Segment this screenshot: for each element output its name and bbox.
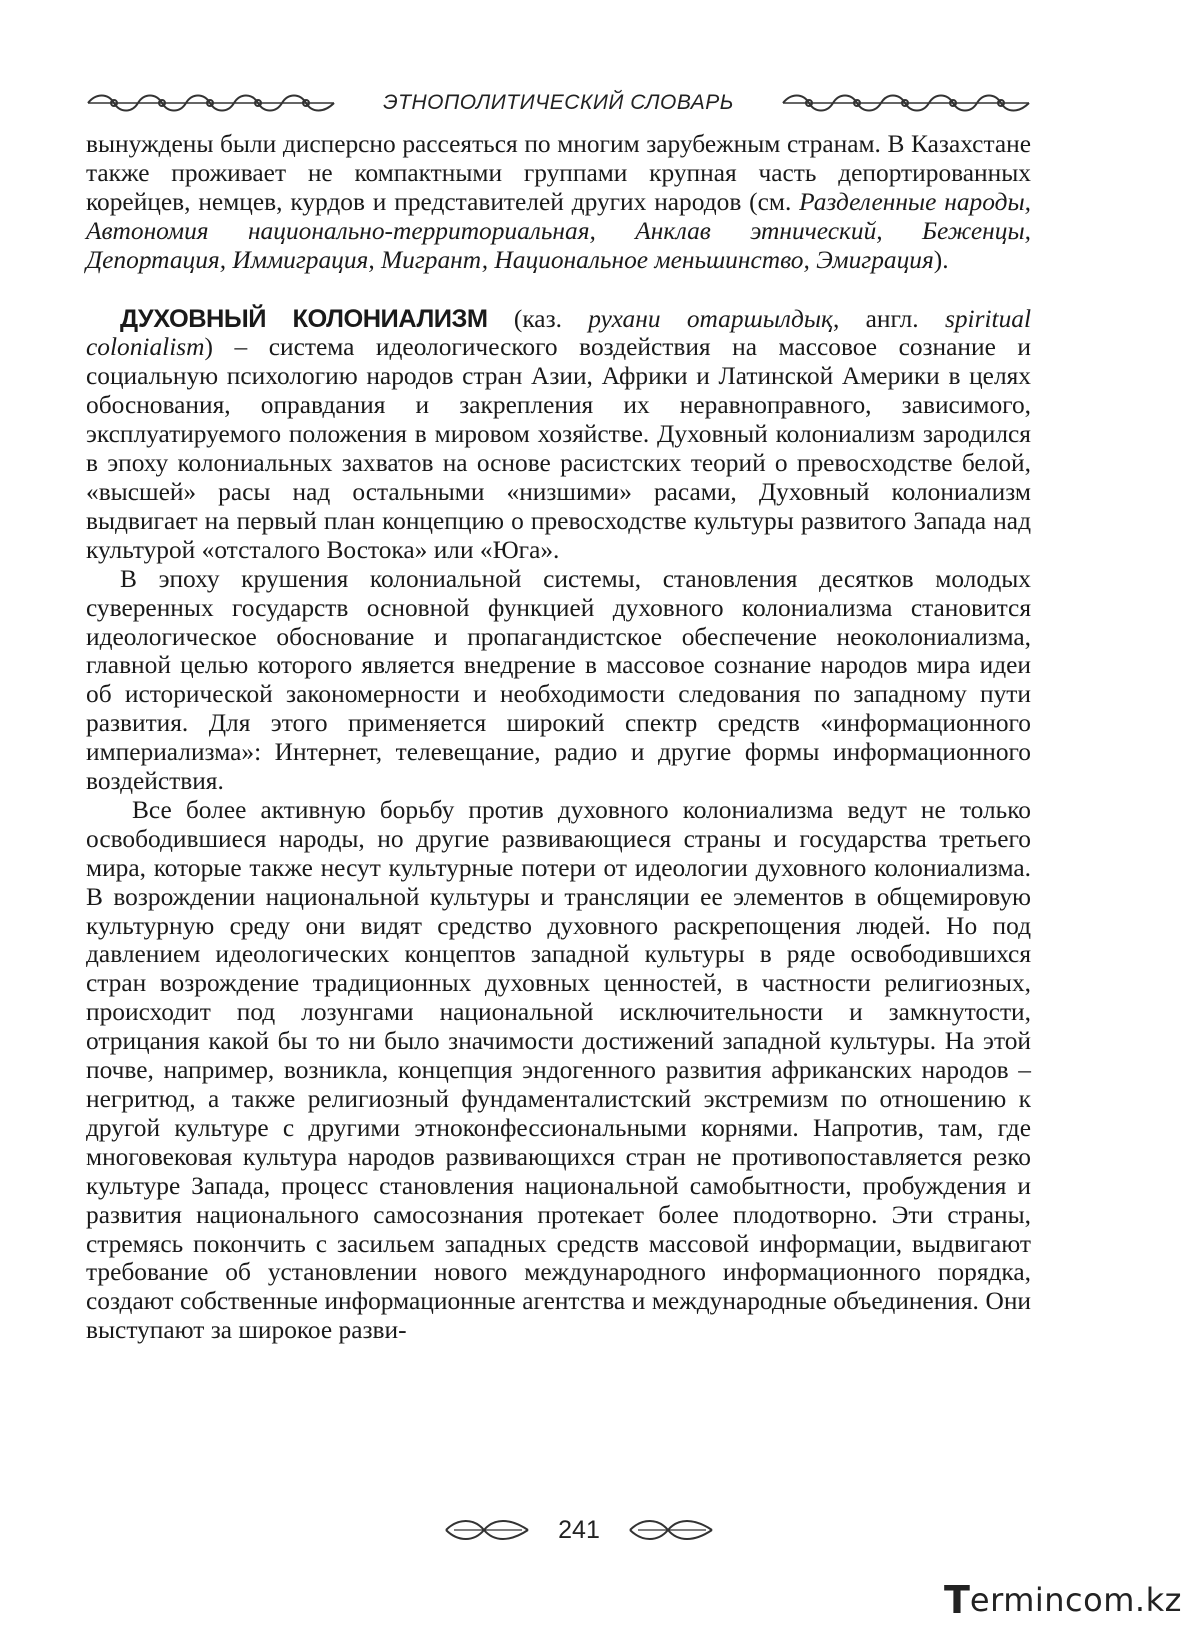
paragraph-continuation (86, 130, 1031, 275)
watermark-initial: T (944, 1578, 970, 1622)
running-header (86, 88, 1031, 118)
paragraph: В эпоху крушения колониальной системы, становления десятков молодых суверенных государств основной функцией духовного колониализма становится идеологическое обоснование и пропагандистское обеспечение неоколониализма, главной целью которого является внедрение в массовое сознание народов мира идеи об исторической закономерности и необходимости следования по западному пути развития. Для этого применяется широкий спектр средств «информационного империализма»: Интернет, телевещание, радио и другие формы информационного воздействия. (86, 564, 1031, 796)
kaz-prefix: (каз. (487, 304, 589, 333)
ornament-border-icon (781, 91, 1031, 115)
entry-definition: ) – система идеологического воздействия на массовое сознание и социальную психологию народов стран Азии, Африки и Латинской Америки в целях обоснования, оправдания и закрепления их неравноправного, зависимого, эксплуатируемого положения в мировом хозяйстве. Духовный колониализм зародился в эпоху колониальных захватов на основе расистских теорий о превосходстве белой, «высшей» расы над остальными «низшими» расами, Духовный колониализм выдвигает на первый план концепцию о превосходстве культуры развитого Запада над культурой «отсталого Востока» или «Юга». (86, 333, 1031, 564)
entry-paragraph (86, 305, 1031, 565)
paragraph-tail: ). (933, 245, 949, 274)
ornament-border-icon (86, 91, 336, 115)
swirl-ornament-icon (628, 1517, 714, 1543)
kazakh-term: рухани отаршылдық (588, 304, 833, 333)
cross-references: Разделенные народы, Автономия национально-территориальная, Анклав этнический, Беженцы, Депортация, Иммиграция, Мигрант, Национальное меньшинство, Эмиграция (86, 187, 1031, 274)
eng-prefix: , англ. (832, 304, 945, 333)
swirl-ornament-icon (444, 1517, 530, 1543)
watermark-text: ermincom.kz (969, 1581, 1182, 1619)
site-watermark (944, 1578, 1182, 1622)
article-body (86, 130, 1031, 1345)
page-number: 241 (558, 1515, 600, 1544)
page-footer (0, 1513, 1158, 1547)
paragraph: Все более активную борьбу против духовного колониализма ведут не только освободившиеся народы, но другие развивающиеся страны и государства третьего мира, которые также несут культурные потери от идеологии духовного колониализма. В возрождении национальной культуры и трансляции ее элементов в общемировую культурную среду они видят средство духовного раскрепощения людей. Но под давлением идеологических концептов западной культуры в ряде освободившихся стран возрождение традиционных духовных ценностей, в частности религиозных, происходит под лозунгами национальной исключительности и замкнутости, отрицания какой бы то ни было значимости достижений западной культуры. На этой почве, например, возникла, концепция эндогенного развития африканских народов – негритюд, а также религиозный фундаменталистский экстремизм по отношению к другой культуре с другими этноконфессиональными корнями. Напротив, там, где многовековая культура народов развивающихся стран не противопоставляется резко культуре Запада, процесс становления национальной самобытности, пробуждения и развития национального самосознания протекает более плодотворно. Эти страны, стремясь покончить с засильем западных средств массовой информации, выдвигают требование об установлении нового международного информационного порядка, создают собственные информационные агентства и международные объединения. Они выступают за широкое разви- (86, 795, 1031, 1345)
paragraph-text: вынуждены были дисперсно рассеяться по многим зарубежным странам. В Казахстане также проживает не компактными группами крупная часть депортированных корейцев, немцев, курдов и представителей других народов (см. (86, 130, 1031, 216)
header-title: ЭТНОПОЛИТИЧЕСКИЙ СЛОВАРЬ (383, 91, 734, 114)
entry-term: ДУХОВНЫЙ КОЛОНИАЛИЗМ (120, 304, 488, 333)
english-term: spiritual colonialism (86, 304, 1032, 362)
